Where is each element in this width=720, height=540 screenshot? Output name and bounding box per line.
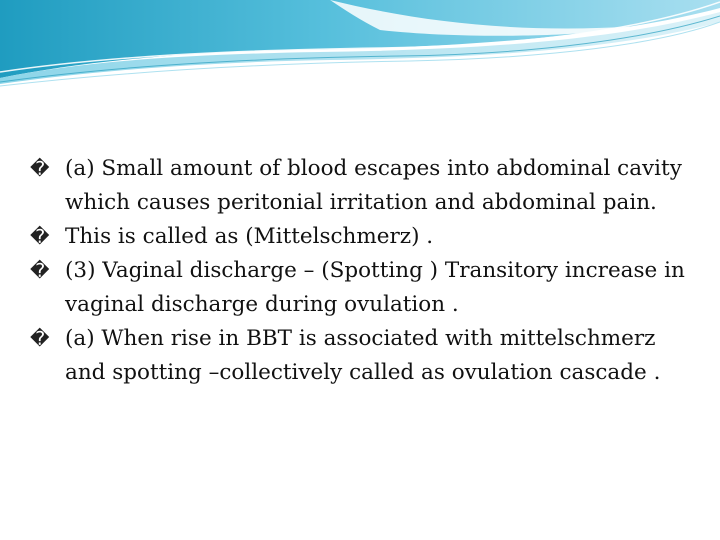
bullet-item-ovulation-cascade [30,322,702,390]
bullet-item-mittelschmerz [30,220,702,254]
bullet-glyph: � [30,158,50,180]
bullet-glyph: � [30,260,50,282]
bullet-list [30,152,702,390]
bullet-text: This is called as (Mittelschmerz) . [65,224,434,249]
bullet-glyph: � [30,328,50,350]
header-wave-decoration [0,0,720,90]
bullet-glyph: � [30,226,50,248]
bullet-text: (a) When rise in BBT is associated with mittelschmerz and spotting –collectively called as ovulation cascade . [65,326,661,385]
bullet-text: (a) Small amount of blood escapes into abdominal cavity which causes peritonial irritation and abdominal pain. [65,156,682,215]
bullet-item-abdominal-pain [30,152,702,220]
bullet-item-vaginal-discharge [30,254,702,322]
bullet-text: (3) Vaginal discharge – (Spotting ) Transitory increase in vaginal discharge during ovulation . [65,258,685,317]
